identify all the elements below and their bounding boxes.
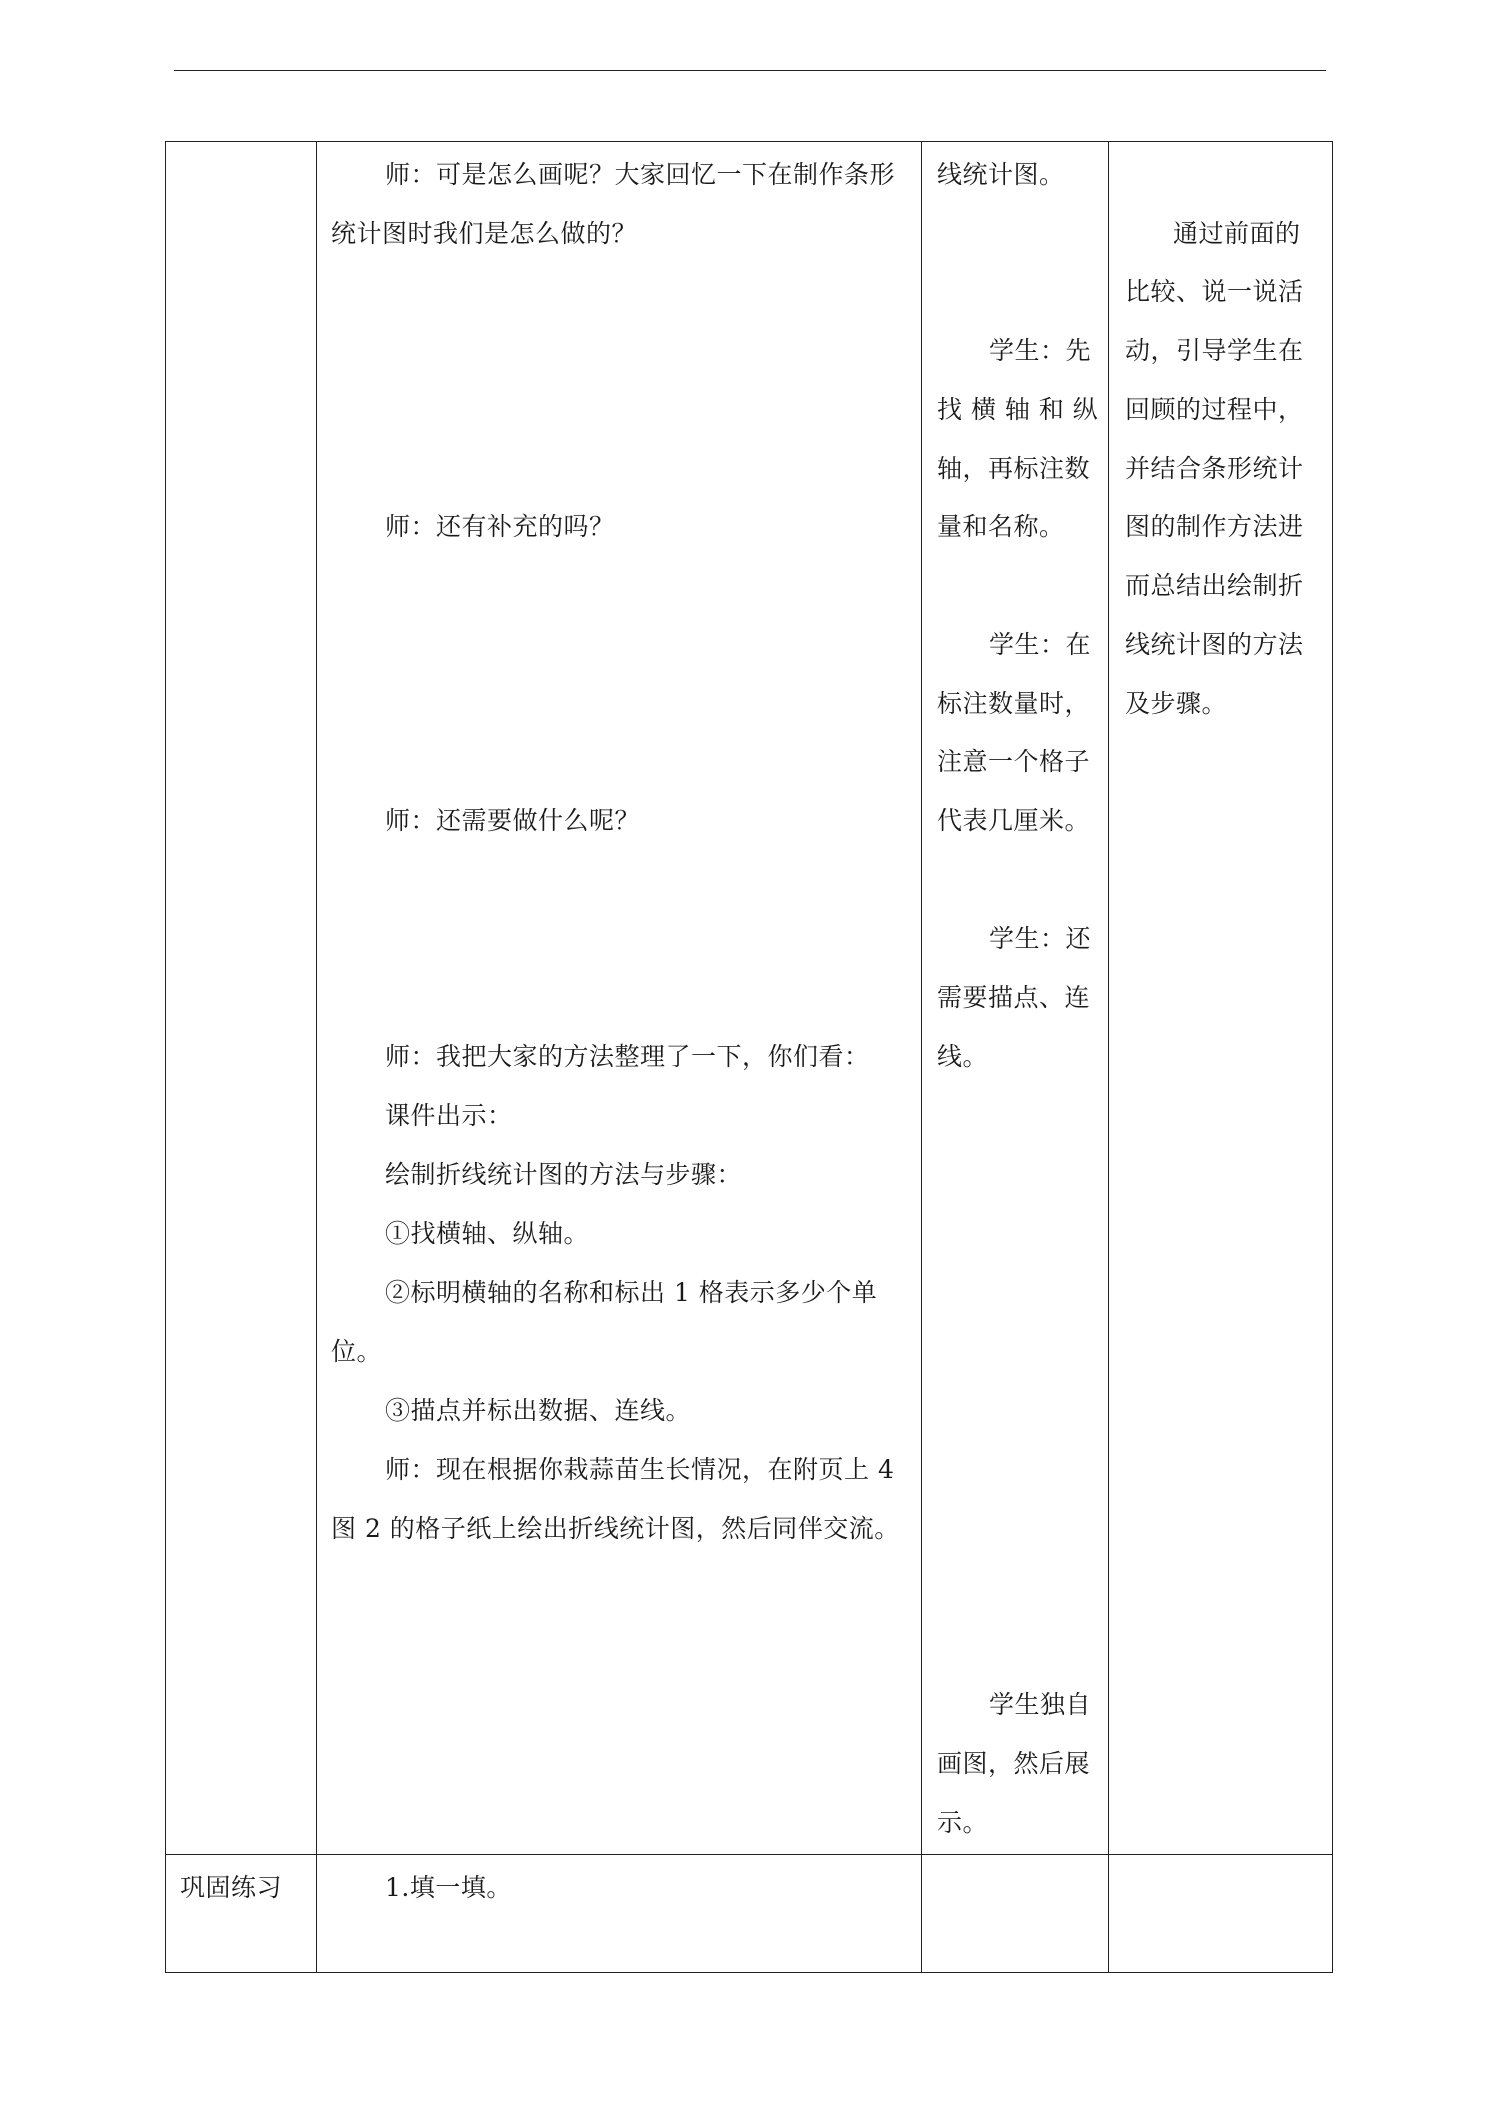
- practice-task: 1.填一填。: [385, 1873, 512, 1902]
- student-line: 注意一个格子: [937, 747, 1091, 776]
- intent-line: 动，引导学生在: [1125, 336, 1304, 365]
- student-line: 线。: [937, 1042, 989, 1071]
- teacher-line: 位。: [331, 1337, 383, 1366]
- column-divider-3: [1108, 141, 1109, 1973]
- intent-line: 回顾的过程中，: [1125, 395, 1304, 424]
- intent-line: 通过前面的: [1173, 219, 1301, 248]
- student-line: 画图，然后展: [937, 1749, 1091, 1778]
- teacher-line: ②标明横轴的名称和标出 1 格表示多少个单: [385, 1278, 878, 1307]
- student-line: 学生：先: [989, 336, 1092, 365]
- teacher-line: 课件出示：: [385, 1101, 513, 1130]
- teacher-line: 绘制折线统计图的方法与步骤：: [385, 1160, 743, 1189]
- teacher-line: ①找横轴、纵轴。: [385, 1219, 590, 1248]
- stage-label: 巩固练习: [180, 1873, 283, 1902]
- student-line: 线统计图。: [937, 160, 1065, 189]
- table-right-border: [1332, 141, 1333, 1973]
- row-divider: [165, 1854, 1333, 1855]
- table-bottom-border: [165, 1972, 1333, 1973]
- intent-line: 及步骤。: [1125, 689, 1228, 718]
- teacher-line: 师：我把大家的方法整理了一下，你们看：: [385, 1042, 870, 1071]
- column-divider-2: [921, 141, 922, 1973]
- teacher-line: 师：还需要做什么呢？: [385, 806, 641, 835]
- intent-line: 图的制作方法进: [1125, 512, 1304, 541]
- student-line: 学生：在: [989, 630, 1092, 659]
- teacher-line: 师：可是怎么画呢？大家回忆一下在制作条形: [385, 160, 896, 189]
- student-line: 标注数量时，: [937, 689, 1091, 718]
- student-line: 需要描点、连: [937, 983, 1091, 1012]
- intent-line: 并结合条形统计: [1125, 454, 1304, 483]
- teacher-line: ③描点并标出数据、连线。: [385, 1396, 692, 1425]
- student-line: 找 横 轴 和 纵: [937, 395, 1099, 424]
- teacher-line: 图 2 的格子纸上绘出折线统计图，然后同伴交流。: [331, 1514, 900, 1543]
- student-line: 轴，再标注数: [937, 454, 1091, 483]
- column-divider-1: [316, 141, 317, 1973]
- student-line: 学生：还: [989, 924, 1092, 953]
- teacher-line: 师：还有补充的吗？: [385, 512, 615, 541]
- teacher-line: 师：现在根据你栽蒜苗生长情况，在附页上 4: [385, 1455, 895, 1484]
- intent-line: 比较、说一说活: [1125, 277, 1304, 306]
- header-rule: [174, 70, 1326, 71]
- intent-line: 而总结出绘制折: [1125, 571, 1304, 600]
- intent-line: 线统计图的方法: [1125, 630, 1304, 659]
- student-line: 学生独自: [989, 1690, 1092, 1719]
- student-line: 示。: [937, 1808, 989, 1837]
- student-line: 量和名称。: [937, 512, 1065, 541]
- student-line: 代表几厘米。: [937, 806, 1091, 835]
- teacher-line: 统计图时我们是怎么做的？: [331, 219, 638, 248]
